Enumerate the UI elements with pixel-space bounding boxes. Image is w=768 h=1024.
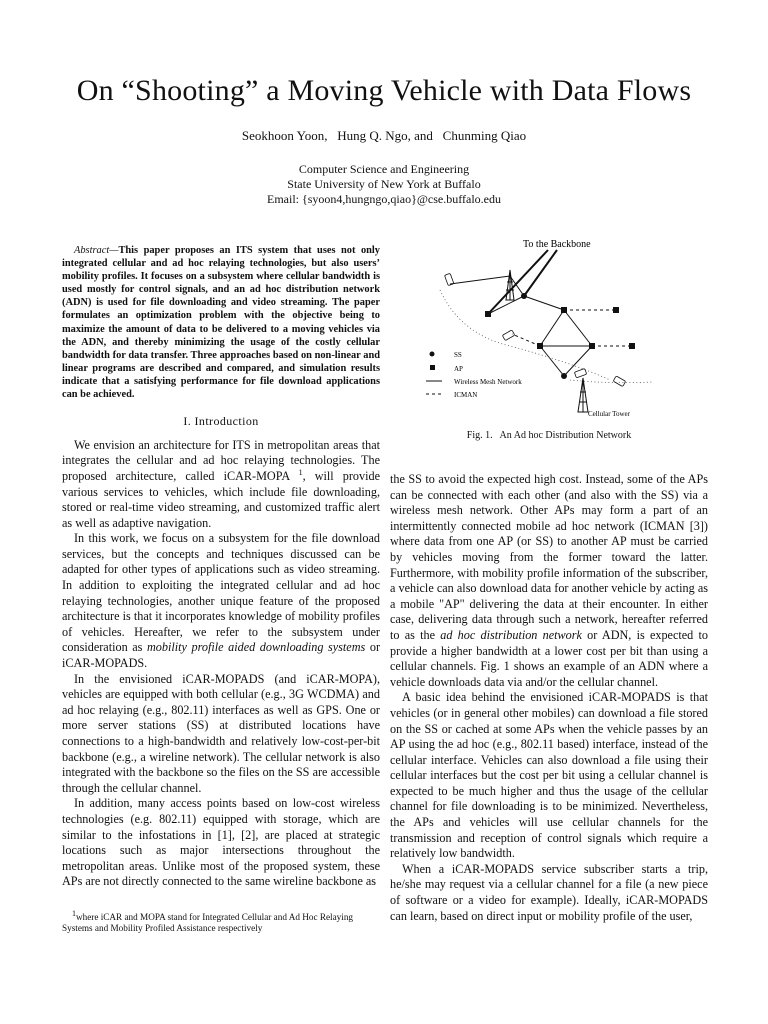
vehicle-icons — [444, 273, 625, 386]
section-heading-introduction: I. Introduction — [183, 414, 259, 429]
footnote-number: 1 — [72, 908, 76, 918]
legend-ap-label: AP — [454, 365, 463, 373]
abstract-text: This paper proposes an ITS system that uses not only integrated cellular and ad hoc relaying technologies, but also users’ mobility profiles. It focuses on a subsystem where cellular bandwidth is used mostly for control signals, and an ad hoc distribution network (ADN) is used for file downloading and video streaming. The paper formulates an optimization problem with the objective being to maximize the amount of data to be delivered to a moving vehicles via the ADN, and thereby minimizing the usage of the costly cellular bandwidth for data transfer. Three approaches based on non-linear and linear programs are described and compared, and simulation results indicate that a satisfying performance for file download applications can be achieved. — [62, 245, 380, 401]
footnote — [62, 908, 380, 935]
abstract — [62, 244, 380, 401]
ss-node — [521, 293, 527, 299]
legend-icman-label: ICMAN — [454, 391, 478, 399]
mesh-network-links — [450, 276, 592, 376]
author-list: Seokhoon Yoon, Hung Q. Ngo, and Chunming Qiao — [241, 128, 527, 143]
paper-title: On “Shooting” a Moving Vehicle with Data Flows — [76, 74, 692, 107]
tower-icon — [506, 270, 514, 300]
intro-p2-text-b: or iCAR-MOPADS. — [62, 640, 381, 671]
legend-ss-marker — [430, 352, 435, 357]
right-paragraph-1 — [390, 472, 708, 690]
intro-paragraph-4: In addition, many access points based on low-cost wireless technologies (e.g. 802.11) equipped with storage, which are similar to the infostations in [1], [2], are placed at strategic locations such as major intersections throughout the metropolitan areas. Unlike most of the proposed system, these APs are not directly connected to the same wireline backbone as — [62, 796, 380, 889]
adn-figure — [420, 234, 660, 422]
right-p1-text-a: the SS to avoid the expected high cost. Instead, some of the APs can be connected with each other (and also with the SS) via a wireless mesh network. Other APs may form a part of an intermittently connected mobile ad hoc network (ICMAN [3]) where data from one AP (or SS) to another AP must be carried by vehicles moving from the former toward the latter. Furthermore, with mobility profile information of the subscriber, a vehicle can also download data for another vehicle by acting as a mobile "AP" delivering the data at their encounter. In either case, delivering data through such a network, hereafter referred to as the — [390, 472, 708, 642]
tower-icon — [578, 378, 588, 412]
figure-caption: Fig. 1. An Ad hoc Distribution Network — [466, 430, 632, 441]
legend-ap-marker — [430, 365, 435, 370]
right-p1-text-b: or ADN, is expected to provide a higher bandwidth at a lower cost per bit than using a cellular channels. Fig. 1 shows an example of an ADN where a vehicle downloads data via and/or the cellular channel. — [390, 627, 708, 689]
tower-label: Cellular Tower — [588, 410, 630, 418]
left-column — [62, 244, 380, 890]
abstract-lead: Abstract— — [74, 245, 119, 256]
right-p1-emphasis: ad hoc distribution network — [440, 627, 582, 642]
backbone-link — [488, 250, 548, 314]
legend-mesh-label: Wireless Mesh Network — [454, 378, 522, 386]
intro-paragraph-3: In the envisioned iCAR-MOPADS (and iCAR-MOPA), vehicles are equipped with both cellular (e.g., 3G WCDMA) and ad hoc relaying (e.g., 802.11) interfaces as well as GPS. One or more server stations (SS) at distributed locations have connections to a high-bandwidth and relatively low-cost-per-bit backbone (e.g., a wireline network). The cellular network is also integrated with the backbone so the files on the SS are accessible through the cellular channel. — [62, 671, 380, 795]
footnote-marker: 1 — [298, 467, 303, 477]
affiliation-email: Email: {syoon4,hungngo,qiao}@cse.buffalo.edu — [267, 192, 501, 206]
affiliation-university: State University of New York at Buffalo — [287, 177, 481, 191]
footnote-text: where iCAR and MOPA stand for Integrated Cellular and Ad Hoc Relaying Systems and Mobility Profiled Assistance respectively — [62, 912, 354, 934]
ap-nodes — [485, 307, 635, 349]
intro-p2-text-a: In this work, we focus on a subsystem for the file download services, but the concepts and techniques discussed can be adapted for other types of applications such as video streaming. In addition to exploiting the integrated cellular and ad hoc relaying technologies, another unique feature of the proposed architecture is that it incorporates knowledge of mobility profiles of vehicles. Hereafter, we refer to the subsystem under consideration as — [62, 531, 380, 655]
icman-links — [512, 310, 632, 346]
right-column — [390, 472, 708, 924]
affiliation-dept: Computer Science and Engineering — [298, 162, 470, 176]
right-paragraph-2: A basic idea behind the envisioned iCAR-MOPADS is that vehicles (or in general other mobiles) can download a file stored on the SS or cached at some APs when the vehicle passes by an AP using the ad hoc (e.g., 802.11 based) interface, instead of the cellular interface. Vehicles can also download a file using their cellular interfaces but the cost per bit using a cellular channel is expected to be much higher and thus the usage of the cellular channel for file downloading is to be minimized. Nevertheless, the APs and vehicles will use cellular channels for the transmission and reception of control signals which require a relatively low bandwidth. — [390, 690, 708, 861]
intro-p2-emphasis: mobility profile aided downloading systems — [146, 640, 366, 655]
ss-node — [561, 373, 567, 379]
intro-paragraph-2 — [62, 531, 380, 671]
legend-ss-label: SS — [454, 351, 462, 359]
intro-paragraph-1 — [62, 438, 380, 532]
right-paragraph-3: When a iCAR-MOPADS service subscriber starts a trip, he/she may request via a cellular channel for a file (a new piece of software or a video for example). Ideally, iCAR-MOPADS can learn, based on direct input or mobility profile of the user, — [390, 861, 708, 923]
intro-p1-text-b: , will provide various services to vehicles, which include file downloading, stored or real-time video streaming, and customized traffic alert as well as adaptive navigation. — [62, 468, 380, 530]
intro-p1-text-a: We envision an architecture for ITS in metropolitan areas that integrates the cellular and ad hoc relaying technologies. The proposed architecture, called iCAR-MOPA — [62, 437, 380, 483]
backbone-label: To the Backbone — [523, 239, 591, 250]
affiliation-block — [0, 162, 768, 207]
